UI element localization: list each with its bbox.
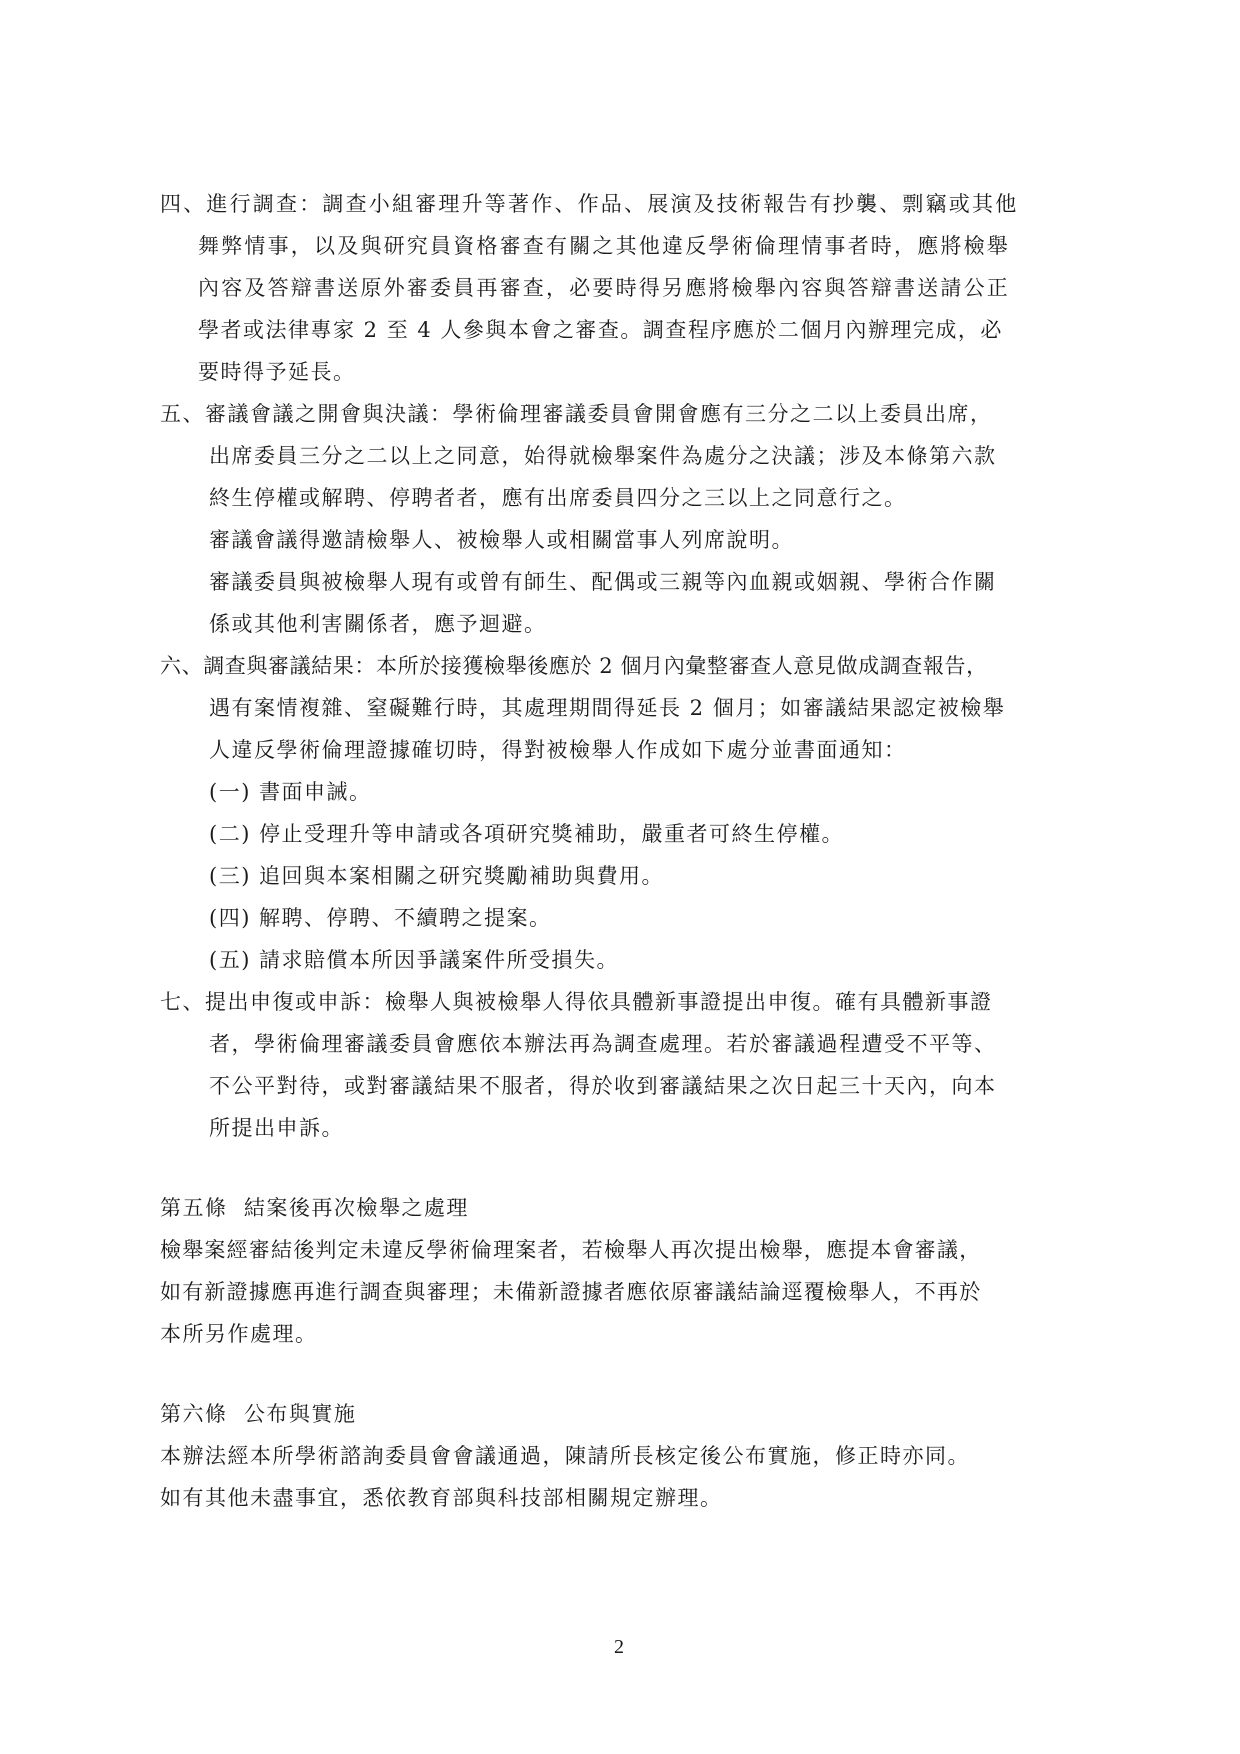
item6-subitem-2: (二) 停止受理升等申請或各項研究獎補助，嚴重者可終生停權。 [209,822,845,846]
item4-line-2: 舞弊情事，以及與研究員資格審查有關之其他違反學術倫理情事者時，應將檢舉 [198,234,1010,258]
item6-subitem-3: (三) 追回與本案相關之研究獎勵補助與費用。 [209,864,665,888]
article6-line-2: 如有其他未盡事宜，悉依教育部與科技部相關規定辦理。 [160,1486,723,1510]
article6-line-1: 本辦法經本所學術諮詢委員會會議通過，陳請所長核定後公布實施，修正時亦同。 [160,1444,970,1468]
item4-line-1: 四、進行調查：調查小組審理升等著作、作品、展演及技術報告有抄襲、剽竊或其他 [160,192,1019,216]
item7-line-3: 不公平對待，或對審議結果不服者，得於收到審議結果之次日起三十天內，向本 [209,1074,997,1098]
item4-line-3: 內容及答辯書送原外審委員再審查，必要時得另應將檢舉內容與答辯書送請公正 [198,276,1010,300]
item6-line-1: 六、調查與審議結果：本所於接獲檢舉後應於 2 個月內彙整審查人意見做成調查報告， [160,654,988,678]
item7-line-4: 所提出申訴。 [209,1116,344,1140]
item5-line-4: 審議會議得邀請檢舉人、被檢舉人或相關當事人列席說明。 [209,528,794,552]
article5-line-2: 如有新證據應再進行調查與審理；未備新證據者應依原審議結論逕覆檢舉人，不再於 [160,1280,982,1304]
item6-subitem-1: (一) 書面申誡。 [209,780,372,804]
article6-heading: 第六條 公布與實施 [160,1402,357,1426]
article5-line-1: 檢舉案經審結後判定未違反學術倫理案者，若檢舉人再次提出檢舉，應提本會審議， [160,1238,982,1262]
article5-line-3: 本所另作處理。 [160,1322,318,1346]
item5-line-2: 出席委員三分之二以上之同意，始得就檢舉案件為處分之決議；涉及本條第六款 [209,444,997,468]
item5-line-5: 審議委員與被檢舉人現有或曾有師生、配偶或三親等內血親或姻親、學術合作關 [209,570,997,594]
article5-heading: 第五條 結案後再次檢舉之處理 [160,1196,469,1220]
item5-line-6: 係或其他利害關係者，應予迴避。 [209,612,547,636]
item6-subitem-4: (四) 解聘、停聘、不續聘之提案。 [209,906,552,930]
item5-line-1: 五、審議會議之開會與決議：學術倫理審議委員會開會應有三分之二以上委員出席， [160,402,993,426]
item4-line-5: 要時得予延長。 [198,360,356,384]
item6-line-2: 遇有案情複雜、窒礙難行時，其處理期間得延長 2 個月；如審議結果認定被檢舉 [209,696,1006,720]
page-number: 2 [614,1636,624,1658]
item5-line-3: 終生停權或解聘、停聘者者，應有出席委員四分之三以上之同意行之。 [209,486,907,510]
item6-line-3: 人違反學術倫理證據確切時，得對被檢舉人作成如下處分並書面通知： [209,738,907,762]
item4-line-4: 學者或法律專家 2 至 4 人參與本會之審查。調查程序應於二個月內辦理完成，必 [198,318,1003,342]
item7-line-1: 七、提出申復或申訴：檢舉人與被檢舉人得依具體新事證提出申復。確有具體新事證 [160,990,993,1014]
item6-subitem-5: (五) 請求賠償本所因爭議案件所受損失。 [209,948,620,972]
item7-line-2: 者，學術倫理審議委員會應依本辦法再為調查處理。若於審議過程遭受不平等、 [209,1032,997,1056]
